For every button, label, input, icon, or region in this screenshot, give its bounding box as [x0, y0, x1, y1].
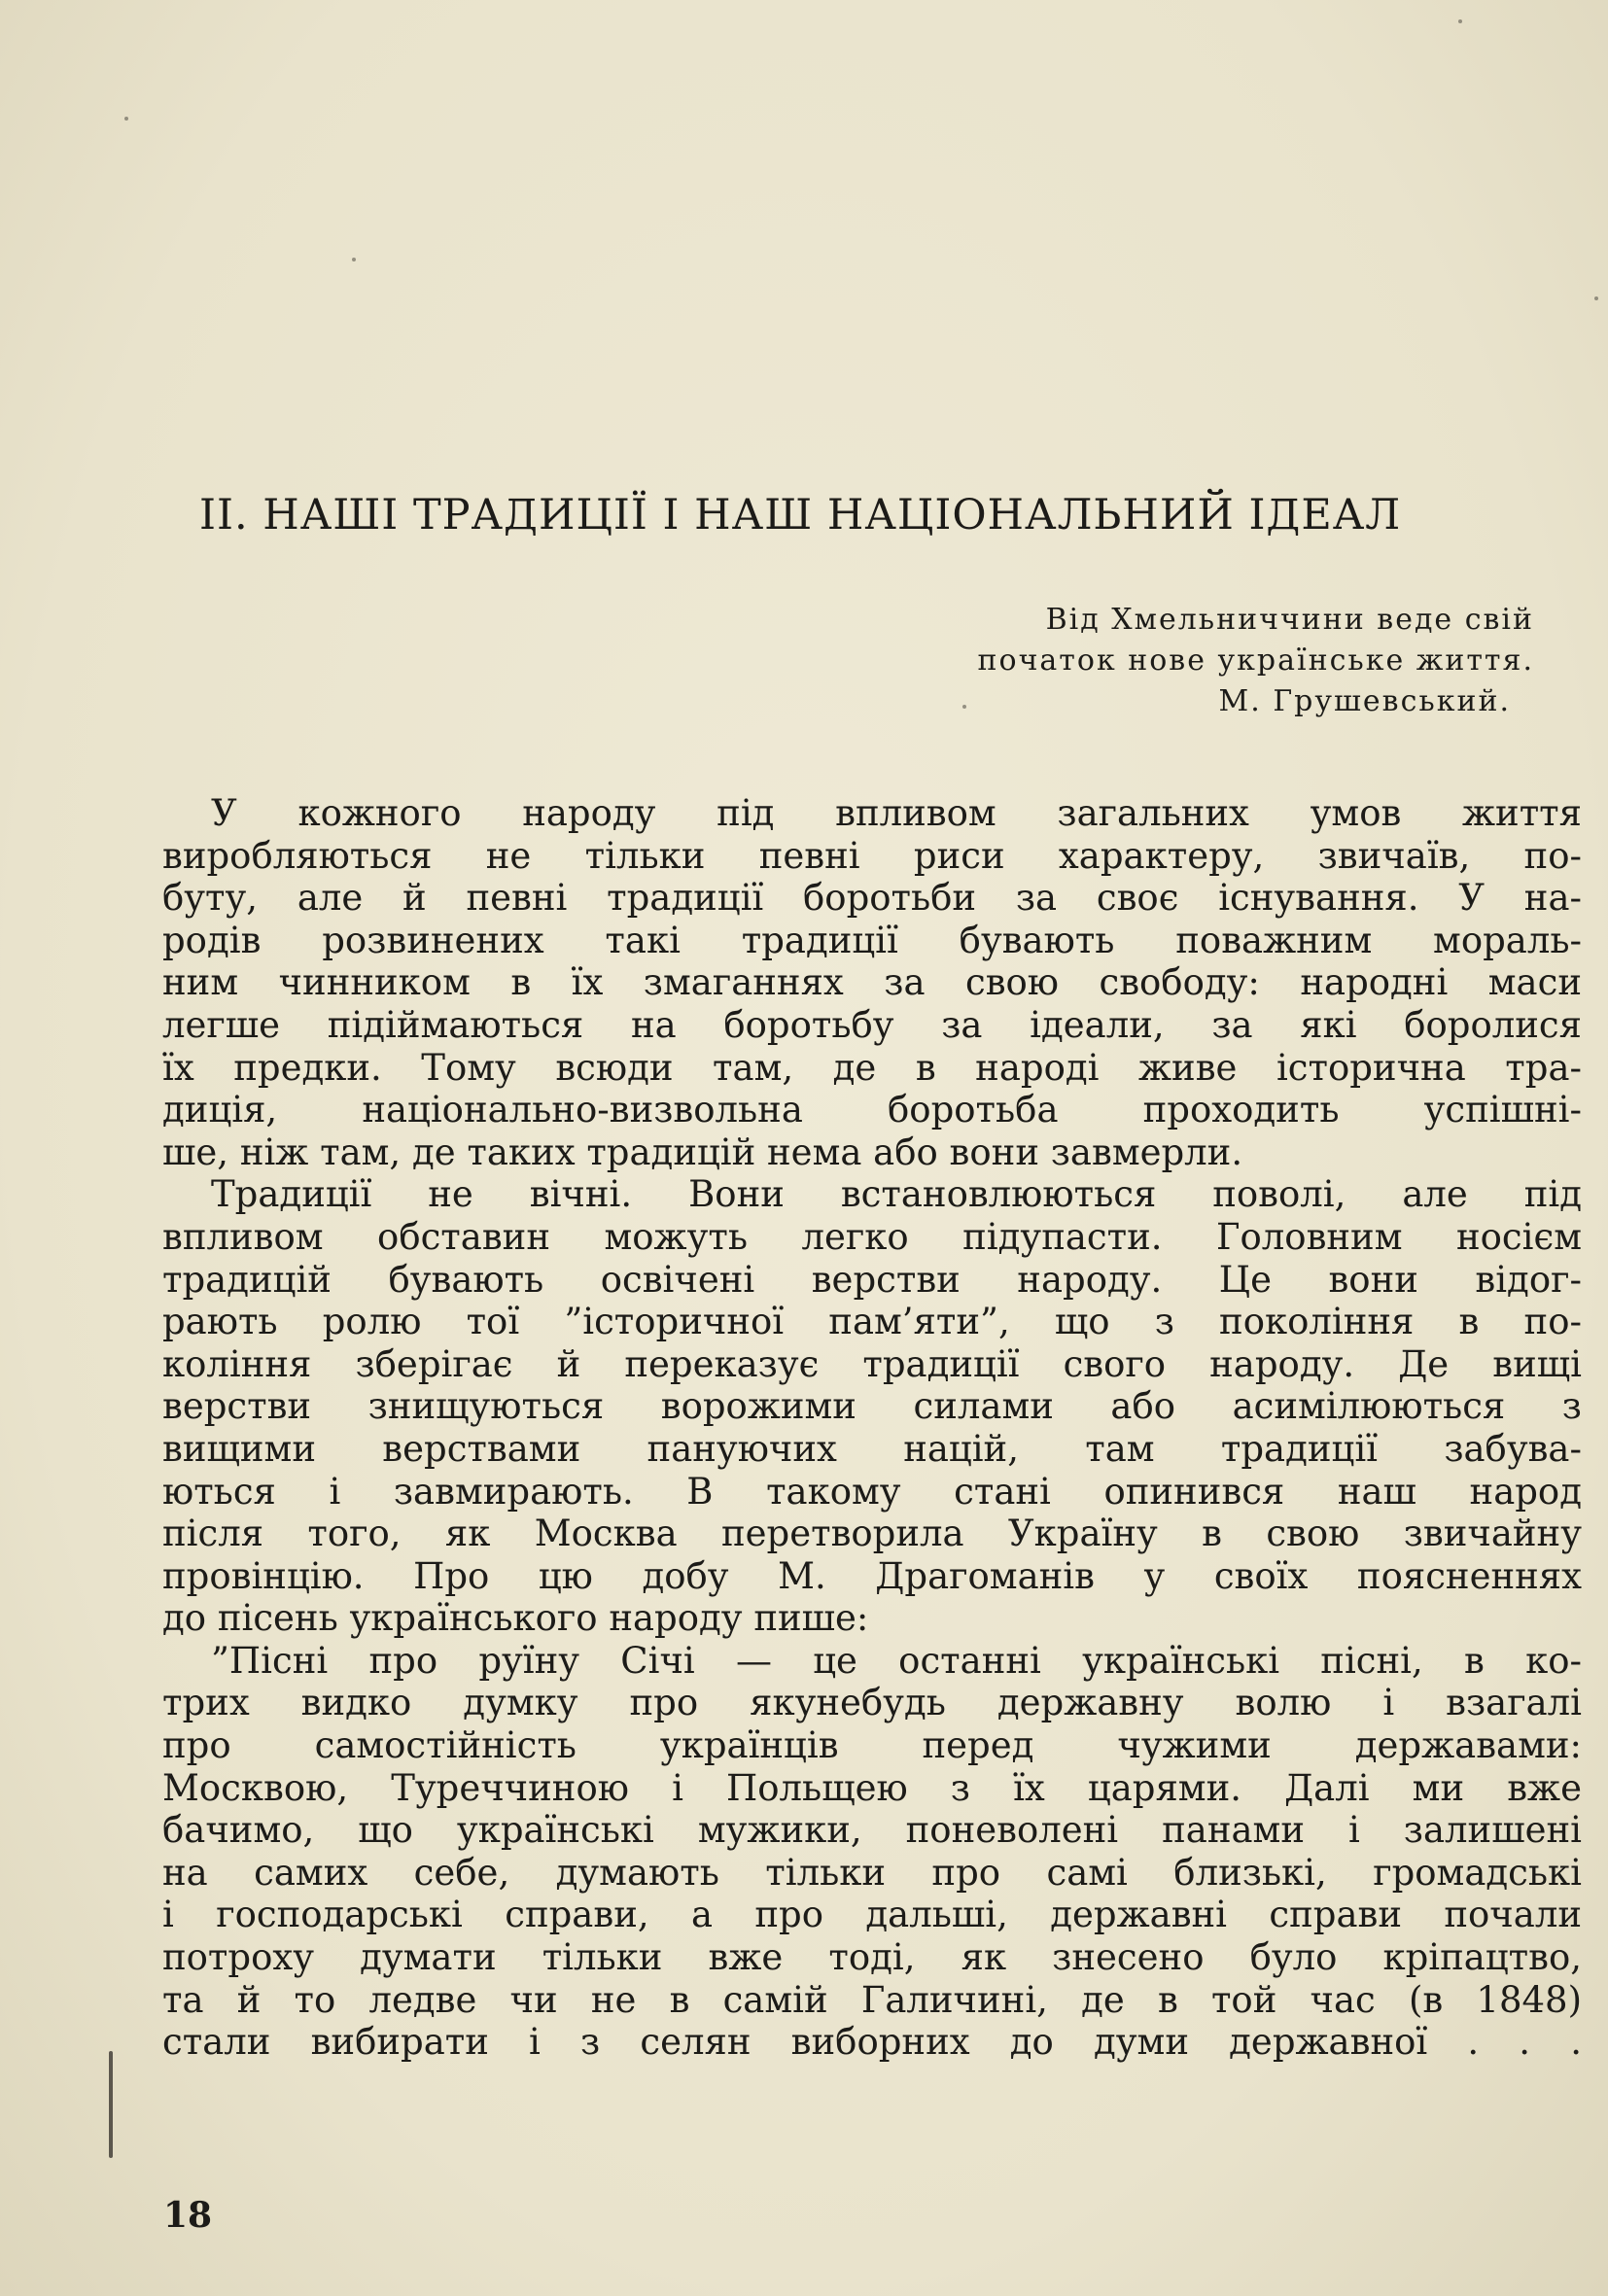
epigraph-line: початок нове українське життя.: [977, 644, 1534, 678]
text-line: ше, ніж там, де таких традицій нема або вони завмерли.: [162, 1131, 1243, 1173]
text-line: на самих себе, думають тільки про самі близькі, громадські: [162, 1851, 1582, 1894]
paper-speck: [1458, 19, 1462, 23]
text-line: Традиції не вічні. Вони встановлюються поволі, але під: [211, 1173, 1582, 1216]
body-text: [162, 792, 1582, 2064]
text-line: після того, як Москва перетворила Україну в свою звичайну: [162, 1513, 1582, 1555]
text-line: про самостійність українців перед чужими державами:: [162, 1724, 1582, 1767]
paper-speck: [124, 117, 128, 121]
text-line: верстви знищуються ворожими силами або асимілюються з: [162, 1385, 1582, 1428]
text-line: впливом обставин можуть легко підупасти. Головним носієм: [162, 1215, 1582, 1258]
paper-speck: [1594, 296, 1598, 300]
epigraph-author: М. Грушевський.: [1218, 684, 1511, 718]
text-line: до пісень українського народу пише:: [162, 1597, 869, 1640]
text-line: буту, але й певні традиції боротьби за своє існування. У на-: [162, 877, 1582, 920]
text-line: легше підіймаються на боротьбу за ідеали, за які боролися: [162, 1003, 1582, 1046]
paper-speck: [352, 258, 356, 261]
page-number: 18: [163, 2195, 213, 2236]
chapter-title: II. НАШІ ТРАДИЦІЇ І НАШ НАЦІОНАЛЬНИЙ ІДЕАЛ: [199, 491, 1402, 539]
text-line: їх предки. Тому всюди там, де в народі живе історична тра-: [162, 1046, 1582, 1089]
text-line: стали вибирати і з селян виборних до думи державної . . .: [162, 2021, 1582, 2064]
epigraph-line: Від Хмельниччини веде свій: [1045, 603, 1534, 637]
text-line: традицій бувають освічені верстви народу. Це вони відог-: [162, 1258, 1582, 1301]
paper-speck: [962, 705, 966, 709]
text-line: ним чинником в їх змаганнях за свою свободу: народні маси: [162, 961, 1582, 1004]
text-line: вищими верствами пануючих націй, там традиції забува-: [162, 1427, 1582, 1470]
text-line: Москвою, Туреччиною і Польщею з їх царями. Далі ми вже: [162, 1766, 1582, 1809]
text-line: родів розвинених такі традиції бувають поважним мораль-: [162, 919, 1582, 961]
margin-pencil-mark: [109, 2051, 113, 2158]
text-line: бачимо, що українські мужики, поневолені панами і залишені: [162, 1809, 1582, 1852]
text-line: потроху думати тільки вже тоді, як знесено було кріпацтво,: [162, 1936, 1582, 1979]
text-line: диція, національно-визвольна боротьба проходить успішні-: [162, 1089, 1582, 1131]
text-line: провінцію. Про цю добу М. Драгоманів у своїх поясненнях: [162, 1554, 1582, 1597]
text-line: коління зберігає й переказує традиції свого народу. Де вищі: [162, 1342, 1582, 1385]
text-line: та й то ледве чи не в самій Галичині, де в той час (в 1848): [162, 1978, 1582, 2021]
text-line: рають ролю тої ”історичної пам’яти”, що з покоління в по-: [162, 1301, 1582, 1343]
text-line: ються і завмирають. В такому стані опинився наш народ: [162, 1470, 1582, 1513]
text-line: ”Пісні про руїну Січі — це останні українські пісні, в ко-: [211, 1639, 1582, 1682]
text-line: У кожного народу під впливом загальних умов життя: [211, 792, 1582, 834]
epigraph: [795, 600, 1534, 722]
text-line: і господарські справи, а про дальші, державні справи почали: [162, 1894, 1582, 1936]
text-line: виробляються не тільки певні риси характеру, звичаїв, по-: [162, 834, 1582, 877]
text-line: трих видко думку про якунебудь державну волю і взагалі: [162, 1682, 1582, 1724]
